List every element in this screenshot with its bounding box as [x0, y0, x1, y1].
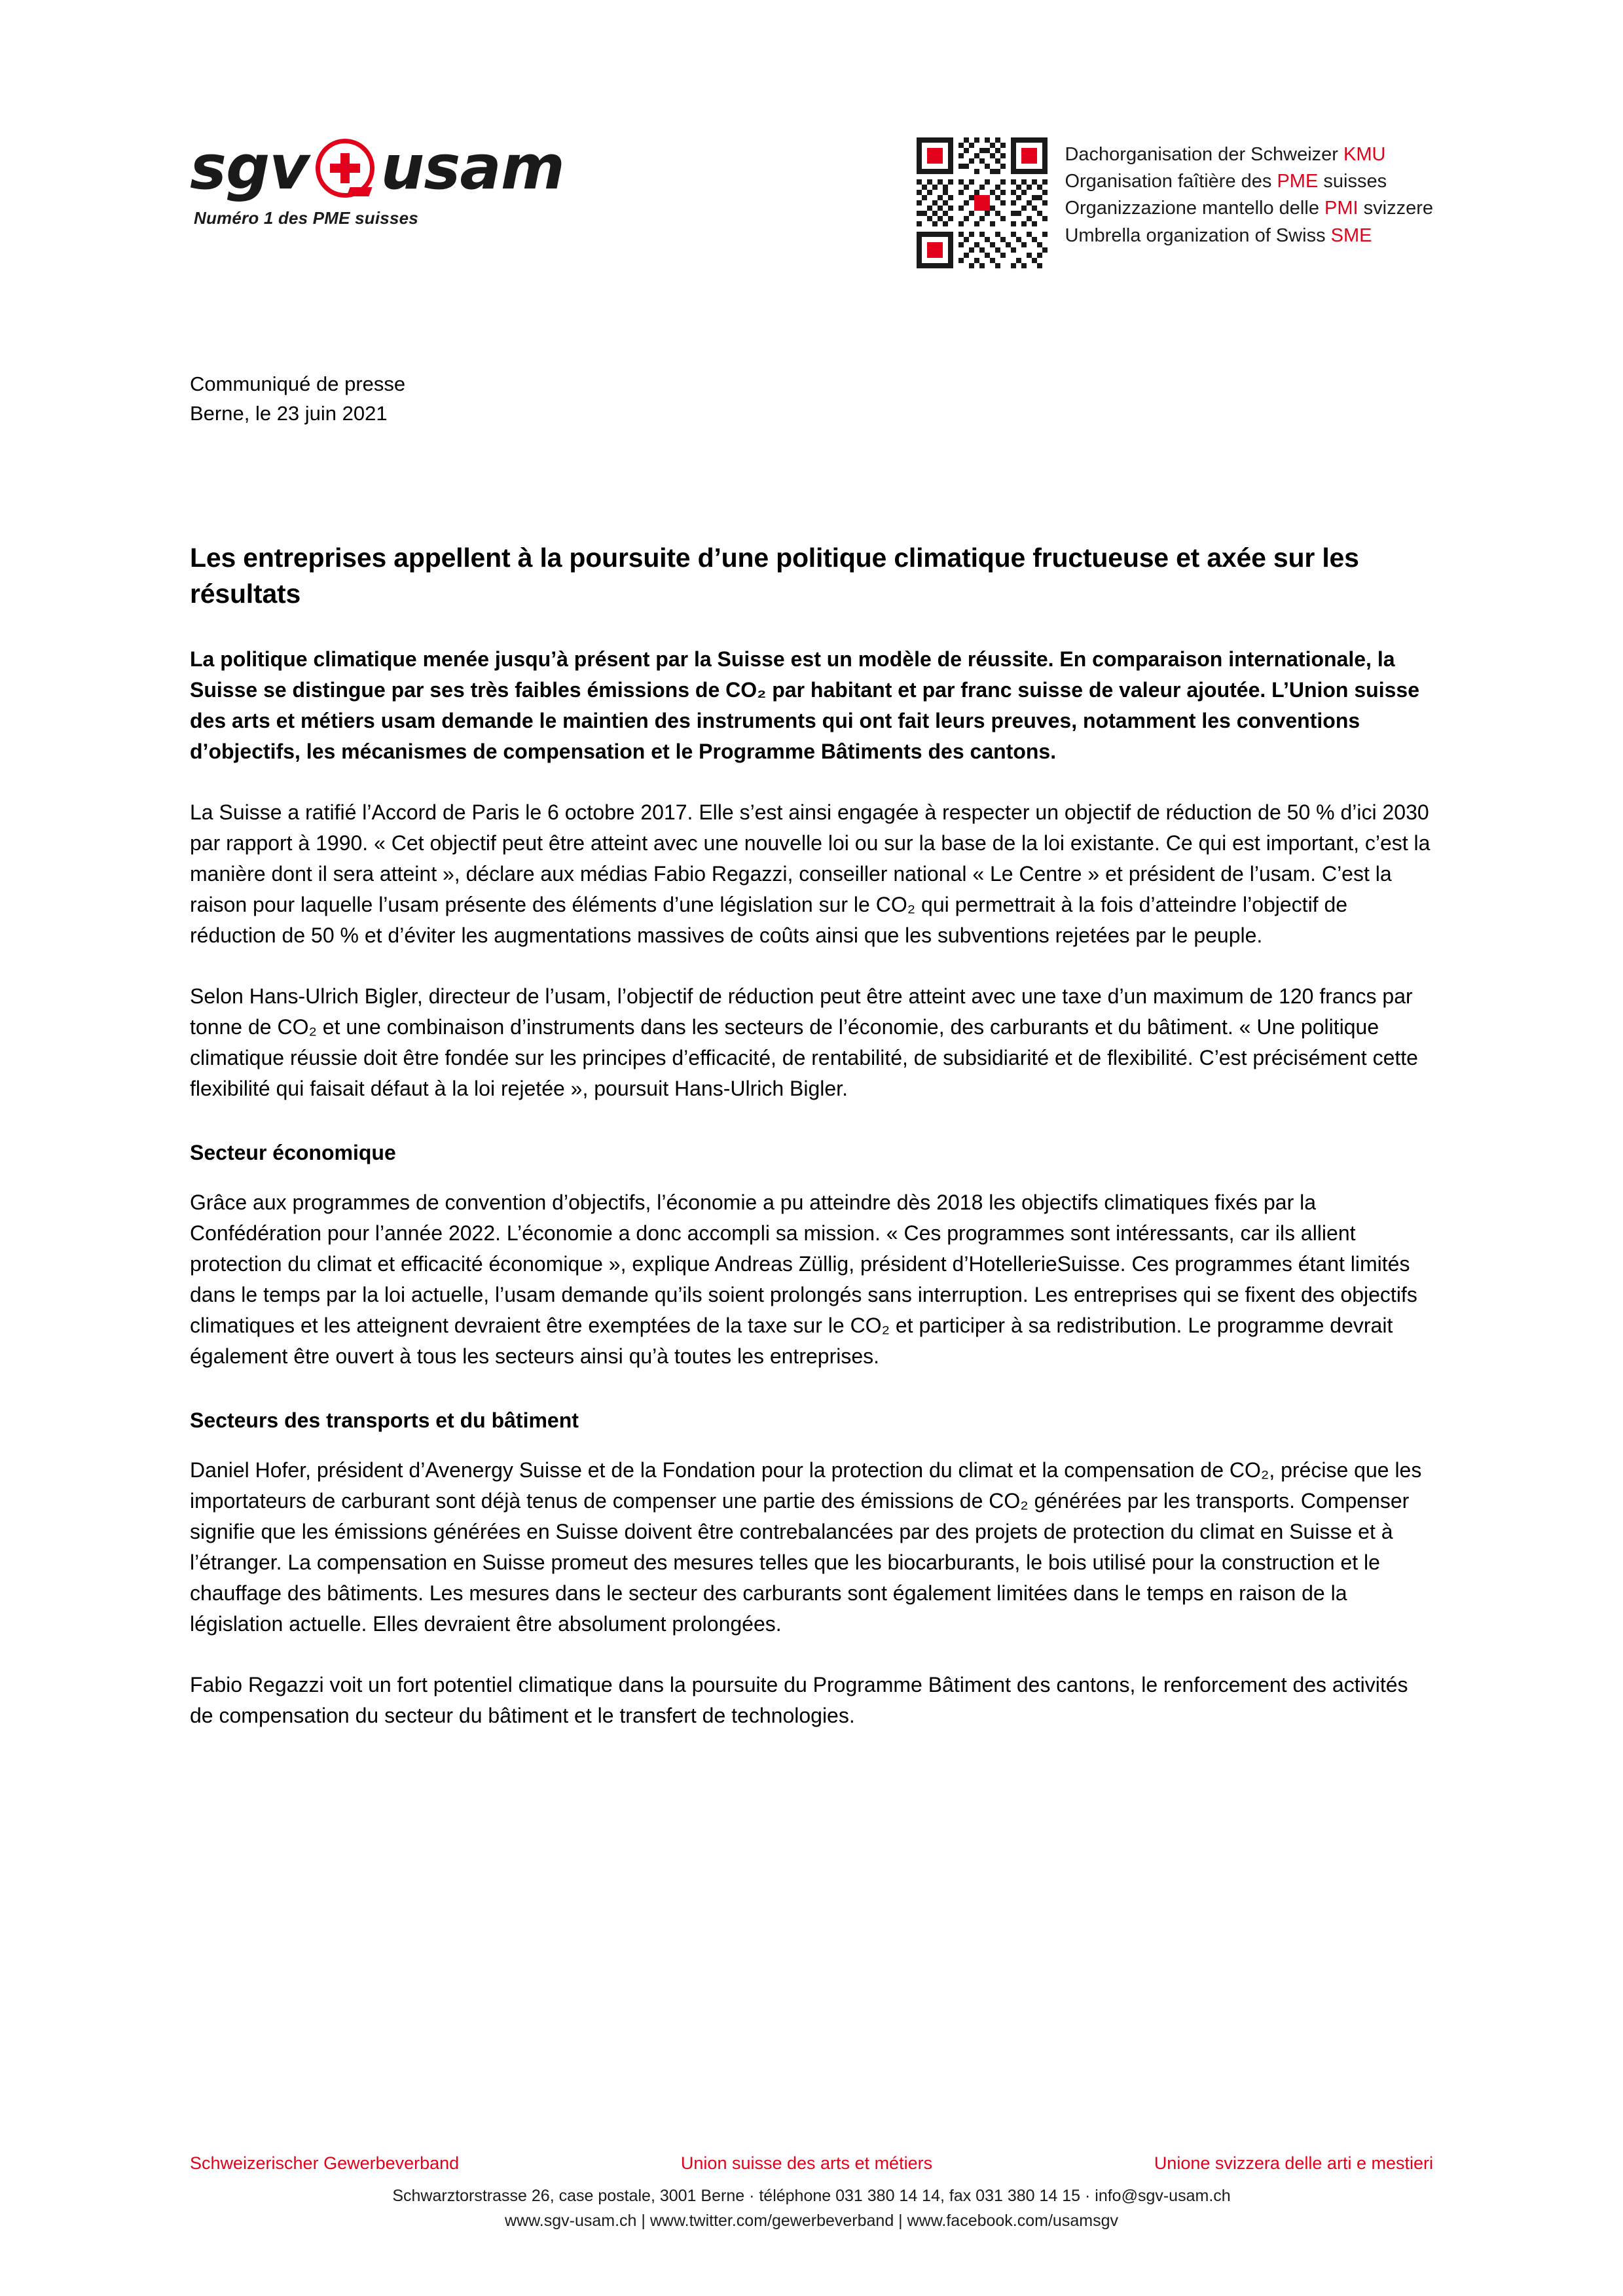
- lead-paragraph: La politique climatique menée jusqu’à présent par la Suisse est un modèle de réussite. En comparaison internationale, la Suisse se distingue par ses très faibles émissions de CO₂ par habitant et par franc suisse de valeur ajoutée. L’Union suisse des arts et métiers usam demande le maintien des instruments qui ont fait leurs preuves, notamment les conventions d’objectifs, les mécanismes de compensation et le Programme Bâtiments des cantons.: [190, 647, 1419, 763]
- usam-logo: [190, 132, 648, 228]
- document-kicker: Communiqué de presse: [190, 372, 406, 395]
- body-paragraph-1: La Suisse a ratifié l’Accord de Paris le 6 octobre 2017. Elle s’est ainsi engagée à respecter un objectif de réduction de 50 % d’ici 2030 par rapport à 1990. « Cet objectif peut être atteint avec une nouvelle loi ou sur la base de la loi existante. Ce qui est important, c’est la manière dont il sera atteint », déclare aux médias Fabio Regazzi, conseiller national « Le Centre » et président de l’usam. C’est la raison pour laquelle l’usam présente des éléments d’une législation sur le CO₂ qui permettrait à la fois d’atteindre l’objectif de réduction de 50 % et d’éviter les augmentations massives de coûts ainsi que les subventions rejetées par le peuple.: [190, 800, 1431, 947]
- section-body-economy: Grâce aux programmes de convention d’objectifs, l’économie a pu atteindre dès 2018 les objectifs climatiques fixés par la Confédération pour l’année 2022. L’économie a donc accompli sa mission. « Ces programmes sont intéressants, car ils allient protection du climat et efficacité économique », explique Andreas Züllig, président d’HotellerieSuisse. Ces programmes étant limités dans le temps par la loi actuelle, l’usam demande qu’ils soient prolongés sans interruption. Les entreprises qui se fixent des objectifs climatiques et les atteignent devraient être exemptées de la taxe sur le CO₂ et participer à sa redistribution. Le programme devrait également être ouvert à tous les secteurs ainsi qu’à toutes les entreprises.: [190, 1190, 1417, 1368]
- closing-paragraph: Fabio Regazzi voit un fort potentiel climatique dans la poursuite du Programme Bâtiment des cantons, le renforcement des activités de compensation du secteur du bâtiment et le transfert de technologies.: [190, 1672, 1408, 1727]
- document-footer: [0, 2153, 1623, 2233]
- qr-code-icon: [917, 137, 1048, 268]
- body-paragraph-2: Selon Hans-Ulrich Bigler, directeur de l’usam, l’objectif de réduction peut être atteint avec une taxe d’un maximum de 120 francs par tonne de CO₂ et une combinaison d’instruments dans les secteurs de l’économie, des carburants et du bâtiment. « Une politique climatique réussie doit être fondée sur les principes d’efficacité, de rentabilité, de subsidiarité et de flexibilité. C’est précisément cette flexibilité qui faisait défaut à la loi rejetée », poursuit Hans-Ulrich Bigler.: [190, 984, 1418, 1100]
- lang-line-en: Umbrella organization of Swiss SME: [1065, 224, 1372, 246]
- footer-web-links[interactable]: www.sgv-usam.ch | www.twitter.com/gewerbeverband | www.facebook.com/usamsgv: [505, 2211, 1118, 2230]
- section-body-transport-building: Daniel Hofer, président d’Avenergy Suisse et de la Fondation pour la protection du climat et la compensation de CO₂, précise que les importateurs de carburant sont déjà tenus de compenser une partie des émissions de CO₂ générées par les transports. Compenser signifie que les émissions générées en Suisse doivent être contrebalancées par des projets de protection du climat en Suisse et à l’étranger. La compensation en Suisse promeut des mesures telles que les biocarburants, le bois utilisé pour la construction et le chauffage des bâtiments. Les mesures dans le secteur des carburants sont également limitées dans le temps en raison de la législation actuelle. Elles devraient être absolument prolongées.: [190, 1458, 1422, 1636]
- document-body: [190, 370, 1434, 1731]
- footer-org-de: Schweizerischer Gewerbeverband: [190, 2153, 460, 2173]
- section-heading-transport-building: Secteurs des transports et du bâtiment: [190, 1408, 579, 1432]
- document-dateline: Berne, le 23 juin 2021: [190, 401, 388, 425]
- lang-line-de: Dachorganisation der Schweizer KMU: [1065, 144, 1386, 165]
- footer-address: Schwarztorstrasse 26, case postale, 3001 Berne · téléphone 031 380 14 14, fax 031 380 14 15 · info@sgv-usam.ch: [392, 2187, 1231, 2205]
- logo-text-usam: usam: [380, 132, 564, 204]
- footer-org-it: Unione svizzera delle arti e mestieri: [1154, 2153, 1433, 2173]
- logo-wordmark: [190, 132, 648, 204]
- qr-and-languages: [917, 137, 1433, 268]
- section-heading-economy: Secteur économique: [190, 1140, 396, 1164]
- footer-org-fr: Union suisse des arts et métiers: [680, 2153, 933, 2173]
- language-descriptors: [1065, 137, 1433, 249]
- lang-line-it: Organizzazione mantello delle PMI svizzere: [1065, 198, 1433, 219]
- swiss-cross-circle-icon: [316, 139, 374, 198]
- page-title: Les entreprises appellent à la poursuite d’une politique climatique fructueuse et axée sur les résultats: [190, 542, 1359, 609]
- footer-org-names: [0, 2153, 1623, 2174]
- lang-line-fr: Organisation faîtière des PME suisses: [1065, 171, 1387, 192]
- logo-text-sgv: sgv: [190, 132, 309, 204]
- logo-tagline: Numéro 1 des PME suisses: [194, 208, 418, 228]
- document-header: [190, 132, 1433, 288]
